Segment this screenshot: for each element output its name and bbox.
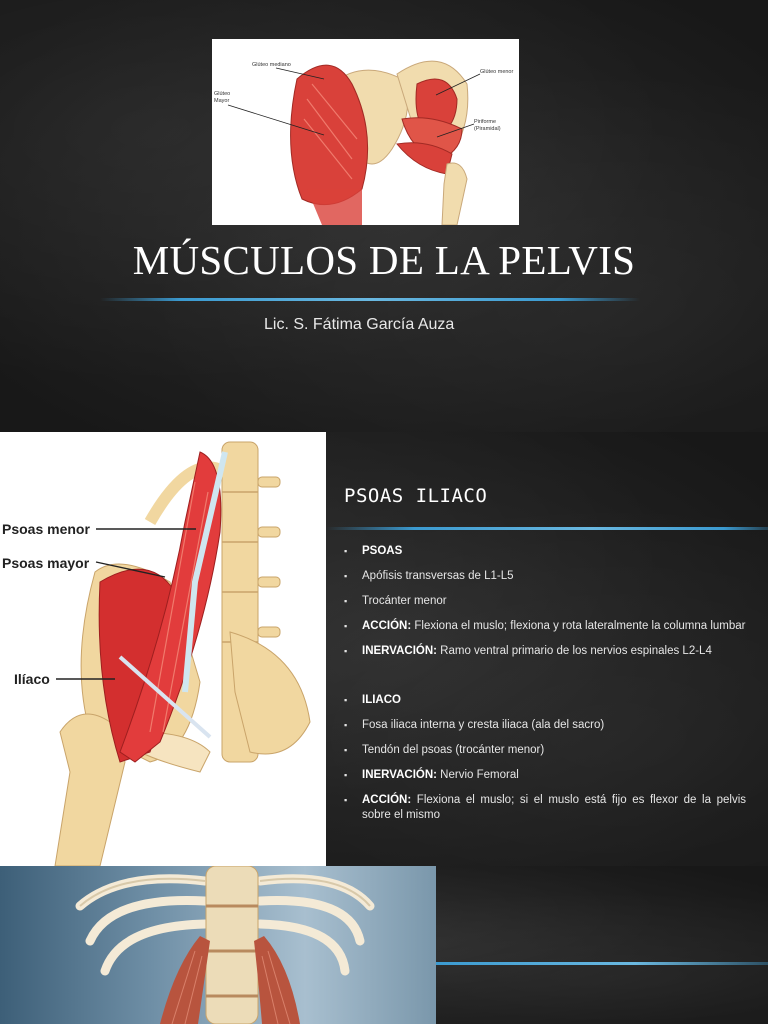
muscle-details-list — [344, 544, 746, 823]
list-item — [344, 718, 746, 733]
heading-divider — [326, 527, 768, 530]
label-piriforme-1: Piriforme — [474, 119, 497, 125]
bullet-icon: ▪ — [344, 596, 348, 606]
item-text: Tendón del psoas (trocánter menor) — [362, 744, 545, 756]
item-text: Flexiona el muslo; flexiona y rota lateralmente la columna lumbar — [411, 620, 746, 632]
list-item — [344, 594, 746, 609]
slide-2-heading: PSOAS ILIACO — [344, 485, 488, 507]
label-gluteo-mediano: Glúteo mediano — [252, 62, 291, 68]
slide-title-heading: MÚSCULOS DE LA PELVIS — [132, 237, 636, 283]
list-item — [344, 793, 746, 823]
item-text: Trocánter menor — [362, 595, 447, 607]
list-item — [344, 743, 746, 758]
item-heading: PSOAS — [362, 545, 403, 557]
bullet-icon: ▪ — [344, 795, 348, 805]
item-text: Fosa iliaca interna y cresta iliaca (ala del sacro) — [362, 719, 605, 731]
item-text: Flexiona el muslo; si el muslo está fijo es flexor de la pelvis sobre el mismo — [362, 794, 746, 821]
slide-partial — [0, 866, 768, 1024]
slide-3-divider — [436, 962, 768, 965]
item-heading: INERVACIÓN: — [362, 645, 437, 657]
gluteal-illustration — [212, 39, 519, 225]
psoas-iliaco-figure — [0, 432, 326, 866]
slide-subtitle: Lic. S. Fátima García Auza — [264, 316, 455, 333]
list-item — [344, 644, 746, 659]
label-gluteo-mayor-2: Mayor — [214, 98, 230, 104]
bullet-icon: ▪ — [344, 546, 348, 556]
ribcage-illustration — [0, 866, 436, 1024]
list-item — [344, 544, 746, 559]
item-text: Apófisis transversas de L1-L5 — [362, 570, 514, 582]
label-psoas-menor: Psoas menor — [2, 521, 90, 537]
list-item — [344, 768, 746, 783]
bullet-icon: ▪ — [344, 621, 348, 631]
item-text: Ramo ventral primario de los nervios espinales L2-L4 — [436, 645, 712, 657]
bullet-icon: ▪ — [344, 745, 348, 755]
bullet-icon: ▪ — [344, 770, 348, 780]
list-item — [344, 619, 746, 634]
item-heading: ILIACO — [362, 694, 401, 706]
bullet-icon: ▪ — [344, 571, 348, 581]
list-item — [344, 569, 746, 584]
list-item — [344, 693, 746, 708]
bullet-icon: ▪ — [344, 720, 348, 730]
bullet-icon: ▪ — [344, 646, 348, 656]
item-heading: ACCIÓN: — [362, 794, 412, 806]
label-gluteo-menor: Glúteo menor — [480, 69, 514, 75]
slide-title — [0, 0, 768, 432]
gluteal-muscles-figure — [212, 39, 519, 225]
label-piriforme-2: (Piramidal) — [474, 126, 501, 132]
label-iliaco: Ilíaco — [14, 671, 50, 687]
title-divider — [100, 298, 640, 301]
item-heading: ACCIÓN: — [362, 620, 412, 632]
label-gluteo-mayor-1: Glúteo — [214, 91, 231, 97]
slide-psoas-iliaco — [0, 432, 768, 866]
item-text: Nervio Femoral — [436, 769, 519, 781]
item-heading: INERVACIÓN: — [362, 769, 437, 781]
psoas-illustration — [0, 432, 326, 866]
bullet-icon: ▪ — [344, 695, 348, 705]
ribcage-anatomy-figure — [0, 866, 436, 1024]
label-psoas-mayor: Psoas mayor — [2, 555, 90, 571]
